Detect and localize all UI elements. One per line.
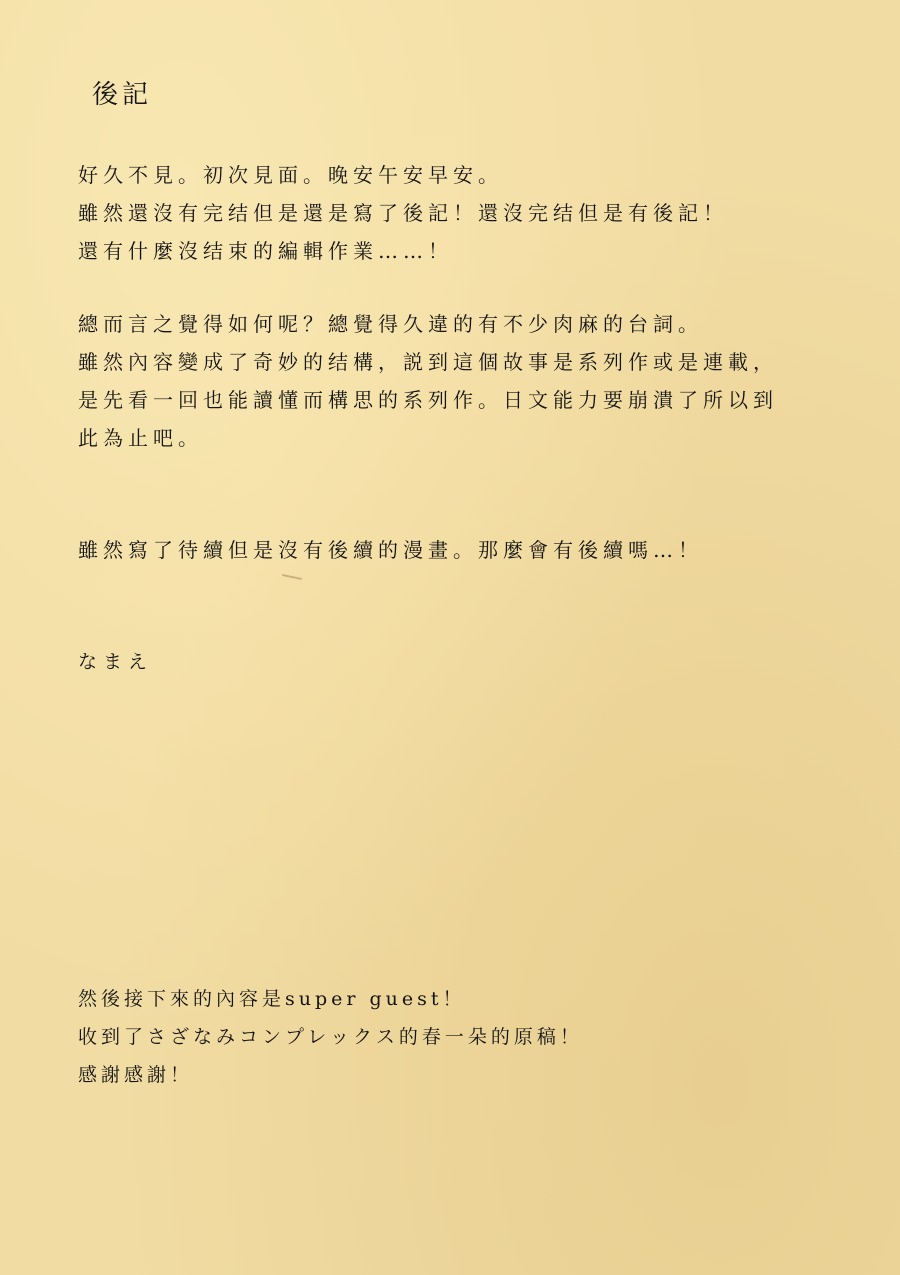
paragraph-guest-note — [78, 980, 583, 1094]
text-line: 收到了さざなみコンプレックス的春一朵的原稿！ — [78, 1026, 583, 1048]
paragraph-continuation — [78, 531, 703, 569]
text-line: 此為止吧。 — [78, 426, 203, 450]
author-signature: なまえ — [78, 651, 154, 673]
text-line: 是先看一回也能讀懂而構思的系列作。日文能力要崩潰了所以到 — [78, 388, 778, 412]
text-line: 總而言之覺得如何呢？總覺得久違的有不少肉麻的台詞。 — [78, 312, 703, 336]
text-line: 還有什麼沒结束的編輯作業……！ — [78, 239, 453, 263]
text-line: 雖然寫了待續但是沒有後續的漫畫。那麼會有後續嗎…！ — [78, 538, 703, 562]
text-line: 雖然內容變成了奇妙的结構，説到這個故事是系列作或是連載， — [78, 350, 778, 374]
text-line: 然後接下來的內容是super guest！ — [78, 988, 466, 1010]
page-title: 後記 — [92, 80, 153, 110]
stray-pen-mark — [282, 574, 302, 580]
text-line: 感謝感謝！ — [78, 1064, 194, 1086]
text-line: 雖然還沒有完结但是還是寫了後記！還沒完结但是有後記！ — [78, 201, 728, 225]
text-line: 好久不見。初次見面。晚安午安早安。 — [78, 163, 503, 187]
paragraph-impressions — [78, 305, 778, 457]
paragraph-greeting — [78, 156, 728, 270]
